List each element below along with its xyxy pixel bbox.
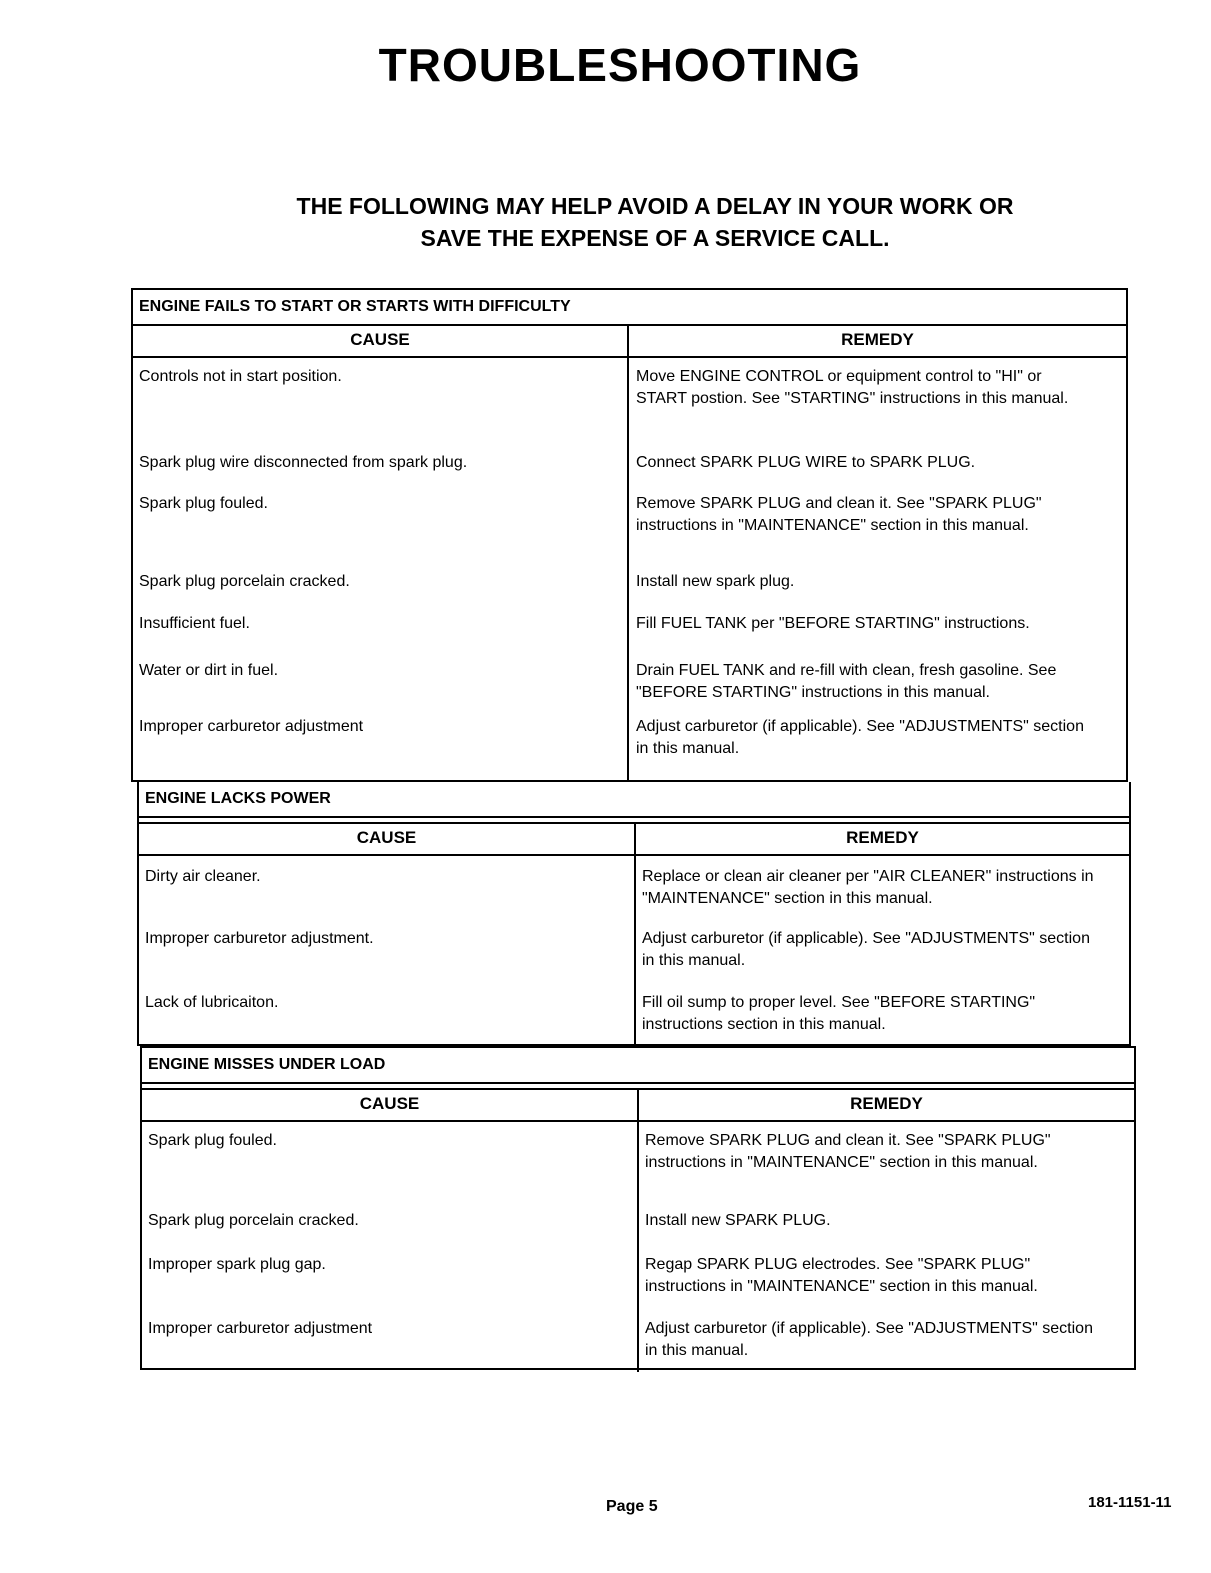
cause-text: Dirty air cleaner. <box>145 868 261 885</box>
remedy-text: Move ENGINE CONTROL or equipment control to "HI" or START postion. See "STARTING" instructions in this manual. <box>636 368 1069 407</box>
remedy-column-header: REMEDY <box>841 330 914 349</box>
cause-text: Lack of lubricaiton. <box>145 994 279 1011</box>
column-divider <box>634 856 636 1046</box>
section-body <box>142 1122 1134 1372</box>
page-subtitle <box>0 190 1211 254</box>
subtitle-line-1: THE FOLLOWING MAY HELP AVOID A DELAY IN YOUR WORK OR <box>296 193 1014 219</box>
remedy-text: Remove SPARK PLUG and clean it. See "SPARK PLUG" instructions in "MAINTENANCE" section in this manual. <box>636 495 1042 534</box>
remedy-text: Install new SPARK PLUG. <box>645 1212 831 1229</box>
remedy-text: Fill FUEL TANK per "BEFORE STARTING" instructions. <box>636 615 1030 632</box>
remedy-text: Fill oil sump to proper level. See "BEFORE STARTING" instructions section in this manual. <box>642 994 1036 1033</box>
cause-text: Improper spark plug gap. <box>148 1256 326 1273</box>
cause-column-header: CAUSE <box>142 1090 639 1120</box>
cause-text: Spark plug fouled. <box>148 1132 277 1149</box>
section-lacks-power <box>137 782 1131 1046</box>
cause-text: Spark plug wire disconnected from spark plug. <box>139 454 468 471</box>
remedy-text: Drain FUEL TANK and re-fill with clean, fresh gasoline. See "BEFORE STARTING" instructions in this manual. <box>636 662 1057 701</box>
column-headers <box>133 326 1126 358</box>
section-header: ENGINE LACKS POWER <box>139 782 1129 818</box>
remedy-text: Adjust carburetor (if applicable). See "ADJUSTMENTS" section in this manual. <box>645 1320 1093 1359</box>
column-headers <box>139 822 1129 856</box>
column-divider <box>637 1122 639 1372</box>
page-title: TROUBLESHOOTING <box>378 39 862 91</box>
remedy-column-header: REMEDY <box>850 1094 923 1113</box>
section-body <box>133 358 1126 782</box>
remedy-text: Remove SPARK PLUG and clean it. See "SPARK PLUG" instructions in "MAINTENANCE" section in this manual. <box>645 1132 1051 1171</box>
section-fails-to-start <box>131 288 1128 782</box>
cause-text: Improper carburetor adjustment <box>148 1320 373 1337</box>
remedy-text: Connect SPARK PLUG WIRE to SPARK PLUG. <box>636 454 976 471</box>
cause-text: Improper carburetor adjustment. <box>145 930 374 947</box>
cause-text: Water or dirt in fuel. <box>139 662 279 679</box>
cause-text: Improper carburetor adjustment <box>139 718 364 735</box>
column-divider <box>627 358 629 782</box>
remedy-text: Install new spark plug. <box>636 573 795 590</box>
cause-text: Controls not in start position. <box>139 368 342 385</box>
section-header: ENGINE MISSES UNDER LOAD <box>142 1048 1134 1084</box>
cause-column-header: CAUSE <box>139 824 636 854</box>
section-body <box>139 856 1129 1046</box>
cause-text: Spark plug porcelain cracked. <box>139 573 350 590</box>
remedy-text: Regap SPARK PLUG electrodes. See "SPARK PLUG" instructions in "MAINTENANCE" section in this manual. <box>645 1256 1038 1295</box>
section-header: ENGINE FAILS TO START OR STARTS WITH DIFFICULTY <box>133 290 1126 326</box>
cause-text: Spark plug fouled. <box>139 495 268 512</box>
document-number: 181-1151-11 <box>1088 1494 1172 1511</box>
remedy-column-header: REMEDY <box>846 828 919 847</box>
cause-column-header: CAUSE <box>133 326 629 356</box>
remedy-text: Adjust carburetor (if applicable). See "ADJUSTMENTS" section in this manual. <box>636 718 1084 757</box>
section-misses-under-load <box>140 1046 1136 1370</box>
cause-text: Spark plug porcelain cracked. <box>148 1212 359 1229</box>
remedy-text: Adjust carburetor (if applicable). See "ADJUSTMENTS" section in this manual. <box>642 930 1090 969</box>
column-headers <box>142 1088 1134 1122</box>
page-number: Page 5 <box>606 1498 658 1515</box>
cause-text: Insufficient fuel. <box>139 615 250 632</box>
subtitle-line-2: SAVE THE EXPENSE OF A SERVICE CALL. <box>420 225 890 251</box>
remedy-text: Replace or clean air cleaner per "AIR CLEANER" instructions in "MAINTENANCE" section in this manual. <box>642 868 1094 907</box>
